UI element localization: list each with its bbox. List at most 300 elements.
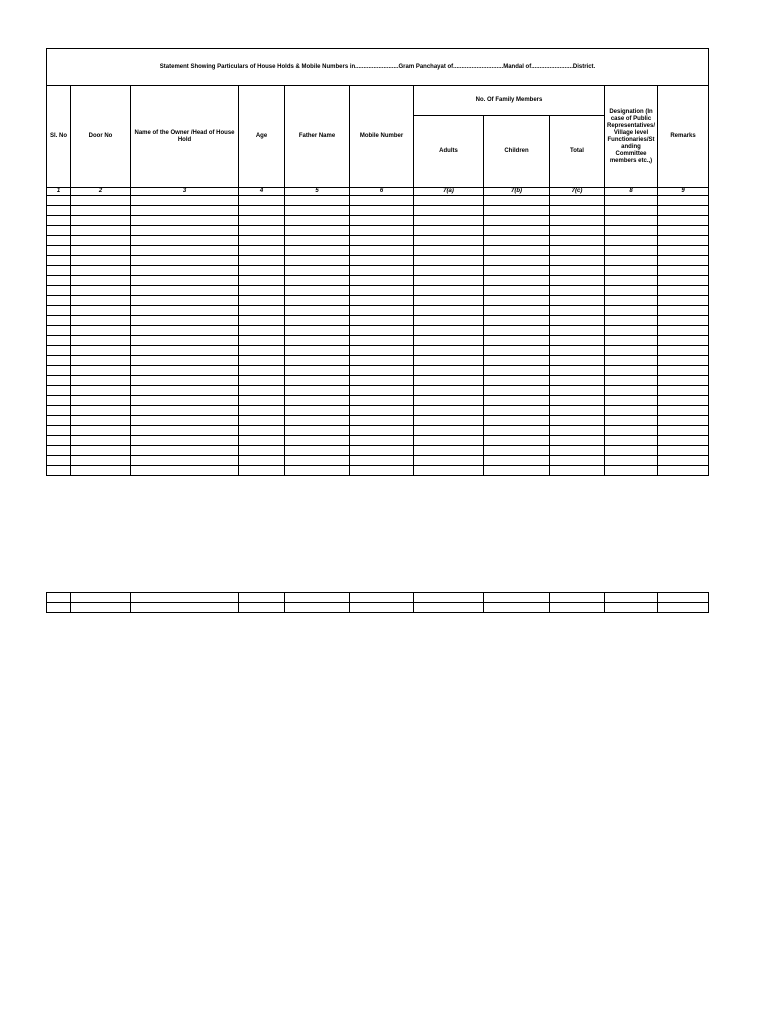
blank-cell	[605, 296, 658, 306]
blank-cell	[71, 246, 131, 256]
blank-cell	[484, 456, 550, 466]
blank-cell	[285, 466, 350, 476]
blank-cell	[71, 416, 131, 426]
blank-cell	[550, 446, 605, 456]
blank-cell	[658, 436, 709, 446]
blank-cell	[550, 286, 605, 296]
blank-cell	[239, 356, 285, 366]
blank-cell	[605, 396, 658, 406]
blank-cell	[239, 256, 285, 266]
blank-cell	[658, 426, 709, 436]
column-number: 7(a)	[414, 188, 484, 196]
col-mobile-number: Mobile Number	[350, 86, 414, 188]
blank-cell	[414, 376, 484, 386]
form-title-text: Statement Showing Particulars of House Holds & Mobile Numbers in..........................Gram Panchayat of..............................Mandal of.........................District.	[159, 63, 596, 70]
table-row	[47, 246, 709, 256]
blank-cell	[131, 196, 239, 206]
blank-cell	[414, 346, 484, 356]
blank-cell	[484, 406, 550, 416]
column-number: 7(b)	[484, 188, 550, 196]
blank-cell	[658, 446, 709, 456]
blank-cell	[239, 446, 285, 456]
blank-cell	[484, 466, 550, 476]
blank-cell	[285, 436, 350, 446]
blank-cell	[239, 206, 285, 216]
blank-cell	[350, 246, 414, 256]
blank-cell	[414, 426, 484, 436]
blank-cell	[658, 276, 709, 286]
blank-cell	[131, 306, 239, 316]
blank-cell	[285, 376, 350, 386]
blank-cell	[131, 286, 239, 296]
blank-cell	[350, 236, 414, 246]
blank-cell	[484, 396, 550, 406]
blank-cell	[131, 406, 239, 416]
blank-cell	[605, 346, 658, 356]
blank-cell	[131, 416, 239, 426]
blank-cell	[131, 246, 239, 256]
table-row	[47, 196, 709, 206]
blank-cell	[605, 226, 658, 236]
blank-cell	[239, 266, 285, 276]
blank-cell	[71, 436, 131, 446]
blank-cell	[71, 196, 131, 206]
table-row	[47, 296, 709, 306]
blank-cell	[285, 386, 350, 396]
blank-cell	[484, 226, 550, 236]
form-title	[47, 49, 709, 86]
blank-cell	[71, 356, 131, 366]
blank-cell	[285, 346, 350, 356]
table-row	[47, 346, 709, 356]
blank-cell	[414, 336, 484, 346]
blank-cell	[658, 456, 709, 466]
table-row	[47, 386, 709, 396]
blank-cell	[71, 396, 131, 406]
blank-cell	[414, 226, 484, 236]
blank-cell	[484, 316, 550, 326]
blank-cell	[285, 296, 350, 306]
blank-cell	[350, 396, 414, 406]
blank-cell	[605, 356, 658, 366]
blank-cell	[484, 426, 550, 436]
blank-cell	[47, 276, 71, 286]
blank-cell	[131, 446, 239, 456]
blank-cell	[350, 266, 414, 276]
blank-cell	[47, 196, 71, 206]
blank-cell	[605, 276, 658, 286]
blank-cell	[285, 366, 350, 376]
blank-cell	[239, 346, 285, 356]
blank-cell	[47, 206, 71, 216]
blank-cell	[350, 446, 414, 456]
table-row	[47, 286, 709, 296]
blank-cell	[414, 246, 484, 256]
blank-cell	[484, 236, 550, 246]
blank-cell	[71, 256, 131, 266]
blank-cell	[484, 416, 550, 426]
blank-cell	[71, 466, 131, 476]
blank-cell	[550, 406, 605, 416]
blank-cell	[131, 436, 239, 446]
table-row	[47, 366, 709, 376]
blank-cell	[239, 593, 285, 603]
column-number: 8	[605, 188, 658, 196]
blank-cell	[605, 593, 658, 603]
blank-cell	[285, 416, 350, 426]
blank-cell	[605, 336, 658, 346]
blank-cell	[285, 286, 350, 296]
blank-cell	[550, 256, 605, 266]
blank-cell	[550, 376, 605, 386]
blank-cell	[350, 426, 414, 436]
blank-cell	[131, 386, 239, 396]
table-row	[47, 456, 709, 466]
blank-cell	[484, 366, 550, 376]
blank-cell	[71, 426, 131, 436]
col-total: Total	[550, 116, 605, 188]
blank-cell	[605, 266, 658, 276]
col-adults: Adults	[414, 116, 484, 188]
blank-cell	[350, 416, 414, 426]
column-number: 5	[285, 188, 350, 196]
household-table	[46, 48, 709, 476]
blank-cell	[47, 456, 71, 466]
blank-cell	[239, 456, 285, 466]
blank-cell	[550, 426, 605, 436]
blank-cell	[131, 376, 239, 386]
blank-cell	[484, 296, 550, 306]
blank-cell	[71, 366, 131, 376]
blank-cell	[350, 196, 414, 206]
column-number: 1	[47, 188, 71, 196]
blank-cell	[414, 416, 484, 426]
blank-cell	[239, 316, 285, 326]
blank-cell	[285, 206, 350, 216]
blank-cell	[285, 356, 350, 366]
blank-entry-rows	[47, 196, 709, 476]
blank-cell	[239, 306, 285, 316]
blank-cell	[131, 396, 239, 406]
blank-cell	[239, 246, 285, 256]
blank-cell	[550, 316, 605, 326]
blank-cell	[484, 216, 550, 226]
table-row	[47, 316, 709, 326]
blank-cell	[131, 466, 239, 476]
blank-cell	[47, 436, 71, 446]
blank-cell	[350, 406, 414, 416]
blank-cell	[658, 236, 709, 246]
blank-cell	[239, 286, 285, 296]
blank-cell	[658, 386, 709, 396]
blank-cell	[47, 236, 71, 246]
blank-cell	[71, 406, 131, 416]
blank-cell	[131, 216, 239, 226]
blank-cell	[550, 276, 605, 286]
table-row	[47, 276, 709, 286]
blank-cell	[239, 603, 285, 613]
blank-cell	[47, 286, 71, 296]
blank-cell	[414, 316, 484, 326]
blank-cell	[285, 326, 350, 336]
blank-cell	[47, 316, 71, 326]
blank-cell	[484, 336, 550, 346]
table-row	[47, 266, 709, 276]
blank-cell	[71, 316, 131, 326]
blank-cell	[484, 376, 550, 386]
blank-cell	[658, 416, 709, 426]
blank-cell	[414, 593, 484, 603]
blank-cell	[550, 466, 605, 476]
blank-cell	[605, 426, 658, 436]
blank-cell	[658, 296, 709, 306]
blank-cell	[350, 346, 414, 356]
blank-cell	[131, 276, 239, 286]
blank-cell	[47, 446, 71, 456]
blank-cell	[47, 346, 71, 356]
blank-cell	[47, 356, 71, 366]
blank-cell	[550, 226, 605, 236]
blank-cell	[550, 326, 605, 336]
blank-cell	[239, 396, 285, 406]
blank-cell	[550, 336, 605, 346]
blank-cell	[285, 266, 350, 276]
table-row	[47, 306, 709, 316]
blank-cell	[414, 326, 484, 336]
blank-cell	[350, 216, 414, 226]
blank-cell	[658, 246, 709, 256]
blank-cell	[658, 406, 709, 416]
blank-cell	[350, 366, 414, 376]
blank-cell	[239, 276, 285, 286]
blank-cell	[550, 346, 605, 356]
blank-cell	[484, 356, 550, 366]
blank-cell	[605, 326, 658, 336]
blank-cell	[484, 266, 550, 276]
blank-cell	[239, 406, 285, 416]
blank-cell	[414, 196, 484, 206]
blank-cell	[484, 196, 550, 206]
blank-cell	[131, 346, 239, 356]
blank-cell	[47, 306, 71, 316]
blank-cell	[605, 246, 658, 256]
blank-cell	[414, 276, 484, 286]
blank-cell	[484, 276, 550, 286]
blank-cell	[605, 286, 658, 296]
blank-cell	[47, 416, 71, 426]
blank-cell	[484, 246, 550, 256]
blank-cell	[414, 206, 484, 216]
blank-cell	[414, 436, 484, 446]
blank-cell	[131, 266, 239, 276]
blank-cell	[47, 226, 71, 236]
continuation-grid	[46, 592, 709, 613]
blank-cell	[550, 366, 605, 376]
col-children: Children	[484, 116, 550, 188]
blank-cell	[605, 416, 658, 426]
column-number: 3	[131, 188, 239, 196]
blank-cell	[658, 306, 709, 316]
blank-cell	[47, 366, 71, 376]
blank-cell	[414, 356, 484, 366]
blank-cell	[658, 216, 709, 226]
table-row	[47, 356, 709, 366]
blank-cell	[605, 236, 658, 246]
blank-cell	[71, 216, 131, 226]
blank-cell	[414, 456, 484, 466]
blank-cell	[414, 396, 484, 406]
blank-cell	[131, 236, 239, 246]
blank-cell	[285, 246, 350, 256]
blank-cell	[239, 216, 285, 226]
blank-cell	[484, 206, 550, 216]
blank-cell	[658, 396, 709, 406]
blank-cell	[550, 196, 605, 206]
blank-cell	[285, 456, 350, 466]
col-remarks: Remarks	[658, 86, 709, 188]
blank-cell	[285, 256, 350, 266]
blank-cell	[71, 376, 131, 386]
blank-cell	[484, 346, 550, 356]
blank-cell	[658, 346, 709, 356]
blank-cell	[239, 436, 285, 446]
blank-cell	[350, 286, 414, 296]
table-row	[47, 376, 709, 386]
table-row	[47, 236, 709, 246]
table-row	[47, 326, 709, 336]
blank-cell	[605, 366, 658, 376]
blank-cell	[658, 326, 709, 336]
column-number-row	[47, 188, 709, 196]
blank-cell	[605, 256, 658, 266]
blank-cell	[285, 236, 350, 246]
blank-cell	[71, 266, 131, 276]
blank-cell	[658, 603, 709, 613]
blank-cell	[550, 236, 605, 246]
blank-cell	[47, 266, 71, 276]
blank-cell	[285, 396, 350, 406]
blank-cell	[71, 296, 131, 306]
table-row	[47, 446, 709, 456]
blank-cell	[239, 296, 285, 306]
blank-cell	[239, 466, 285, 476]
blank-cell	[605, 306, 658, 316]
blank-cell	[71, 336, 131, 346]
blank-cell	[285, 446, 350, 456]
blank-cell	[550, 356, 605, 366]
blank-cell	[71, 236, 131, 246]
blank-cell	[484, 603, 550, 613]
blank-cell	[550, 436, 605, 446]
blank-cell	[131, 316, 239, 326]
continuation-table	[46, 592, 708, 613]
blank-cell	[131, 256, 239, 266]
col-father-name: Father Name	[285, 86, 350, 188]
table-row	[47, 416, 709, 426]
table-row	[47, 396, 709, 406]
blank-cell	[484, 436, 550, 446]
blank-cell	[285, 406, 350, 416]
blank-cell	[131, 593, 239, 603]
blank-cell	[350, 306, 414, 316]
blank-cell	[71, 346, 131, 356]
blank-cell	[350, 466, 414, 476]
blank-cell	[550, 206, 605, 216]
blank-cell	[550, 603, 605, 613]
blank-cell	[350, 256, 414, 266]
blank-cell	[71, 456, 131, 466]
blank-cell	[658, 256, 709, 266]
blank-cell	[550, 216, 605, 226]
col-door-no: Door No	[71, 86, 131, 188]
blank-cell	[350, 456, 414, 466]
blank-cell	[71, 326, 131, 336]
blank-cell	[550, 456, 605, 466]
blank-cell	[47, 466, 71, 476]
blank-cell	[131, 456, 239, 466]
blank-cell	[414, 296, 484, 306]
blank-cell	[71, 286, 131, 296]
blank-cell	[131, 336, 239, 346]
blank-cell	[47, 336, 71, 346]
blank-cell	[239, 336, 285, 346]
blank-cell	[484, 593, 550, 603]
blank-cell	[47, 376, 71, 386]
blank-cell	[350, 296, 414, 306]
blank-cell	[414, 216, 484, 226]
col-age: Age	[239, 86, 285, 188]
table-row	[47, 226, 709, 236]
blank-cell	[414, 603, 484, 613]
blank-cell	[350, 326, 414, 336]
blank-cell	[239, 376, 285, 386]
blank-cell	[350, 226, 414, 236]
blank-cell	[131, 603, 239, 613]
table-row	[47, 466, 709, 476]
blank-cell	[47, 603, 71, 613]
blank-cell	[350, 603, 414, 613]
blank-cell	[350, 316, 414, 326]
blank-cell	[658, 196, 709, 206]
blank-cell	[414, 266, 484, 276]
blank-cell	[47, 256, 71, 266]
blank-cell	[131, 206, 239, 216]
blank-cell	[550, 306, 605, 316]
table-row	[47, 593, 709, 603]
table-row	[47, 426, 709, 436]
blank-cell	[239, 236, 285, 246]
continuation-rows	[47, 593, 709, 613]
blank-cell	[285, 426, 350, 436]
blank-cell	[285, 276, 350, 286]
blank-cell	[658, 266, 709, 276]
blank-cell	[285, 196, 350, 206]
blank-cell	[550, 386, 605, 396]
blank-cell	[605, 466, 658, 476]
blank-cell	[658, 286, 709, 296]
table-row	[47, 206, 709, 216]
blank-cell	[414, 306, 484, 316]
blank-cell	[47, 386, 71, 396]
col-family-members: No. Of Family Members	[414, 86, 605, 116]
blank-cell	[47, 216, 71, 226]
blank-cell	[350, 206, 414, 216]
blank-cell	[350, 336, 414, 346]
blank-cell	[484, 306, 550, 316]
blank-cell	[47, 326, 71, 336]
blank-cell	[414, 386, 484, 396]
blank-cell	[47, 406, 71, 416]
